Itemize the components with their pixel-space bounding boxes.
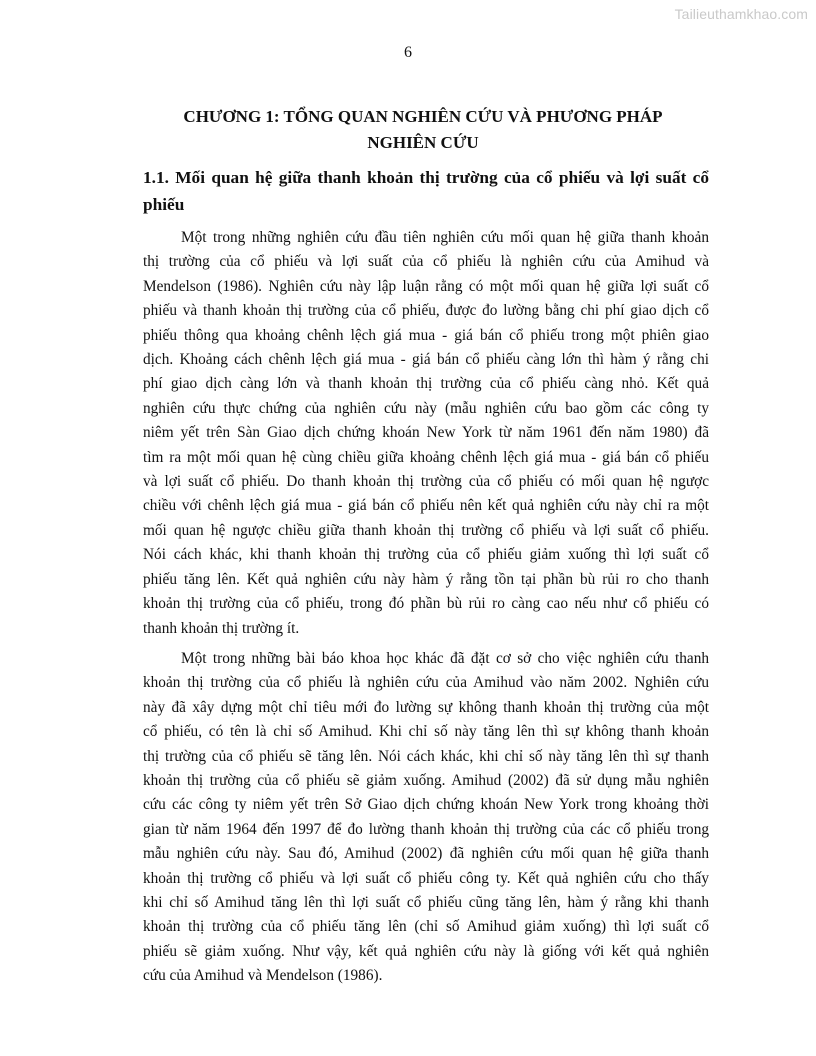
text-line: phiếu sẽ giảm xuống. Như vậy, kết quả nghiên cứu này là giống với kết quả nghiên	[143, 942, 709, 960]
text-line: khoản thị trường của cổ phiếu sẽ giảm xuống. Amihud (2002) đã sử dụng mẫu nghiên	[143, 772, 709, 790]
text-line: cứu của Amihud và Mendelson (1986).	[143, 967, 383, 985]
text-line: dịch. Khoảng cách chênh lệch giá mua - giá bán cổ phiếu càng lớn thì hàm ý rằng chi	[143, 351, 709, 369]
text-line: phí giao dịch càng lớn và thanh khoản thị trường của cổ phiếu càng nhỏ. Kết quả	[143, 375, 709, 393]
text-line: thị trường của cổ phiếu sẽ tăng lên. Nói cách khác, khi chỉ số này tăng lên thì sự thanh	[143, 747, 709, 765]
text-line: mẫu nghiên cứu này. Sau đó, Amihud (2002) đã nghiên cứu mối quan hệ giữa thanh	[143, 845, 709, 863]
text-line: và lợi suất cổ phiếu. Do thanh khoản thị trường của cổ phiếu có mối quan hệ ngược	[143, 473, 709, 491]
text-line: này đã xây dựng một chỉ tiêu mới đo lường sự không thanh khoản thị trường của một	[143, 698, 709, 716]
text-line: gian từ năm 1964 đến 1997 để đo lường thanh khoản thị trường của các cổ phiếu trong	[143, 820, 709, 838]
watermark: Tailieuthamkhao.com	[674, 6, 808, 22]
text-line: niêm yết trên Sàn Giao dịch chứng khoán New York từ năm 1961 đến năm 1980) đã	[143, 424, 709, 442]
text-line: khoản thị trường của cổ phiếu tăng lên (chỉ số Amihud giảm xuống) thì lợi suất cổ	[143, 918, 709, 936]
text-line: mối quan hệ ngược chiều giữa thanh khoản thị trường cổ phiếu và lợi suất cổ phiếu.	[143, 521, 709, 539]
text-line: Mendelson (1986). Nghiên cứu này lập luận rằng có một mối quan hệ giữa lợi suất cổ	[143, 277, 709, 295]
text-line: khoản thị trường của cổ phiếu, trong đó phần bù rủi ro càng cao nếu như cổ phiếu có	[143, 595, 709, 613]
paragraph-1	[143, 226, 709, 641]
text-line: phiếu tăng lên. Kết quả nghiên cứu này hàm ý rằng tồn tại phần bù rủi ro cho thanh	[143, 570, 709, 588]
page-number: 6	[404, 44, 412, 61]
text-line: khoản thị trường cổ phiếu và lợi suất cổ phiếu công ty. Kết quả nghiên cứu cho thấy	[143, 869, 709, 887]
text-line: phiếu và thanh khoản thị trường của cổ phiếu, được đo lường bằng chi phí giao dịch cổ	[143, 302, 709, 320]
chapter-title-line-1: CHƯƠNG 1: TỔNG QUAN NGHIÊN CỨU VÀ PHƯƠNG PHÁP	[183, 107, 663, 126]
section-heading	[143, 164, 709, 218]
text-line: thị trường của cổ phiếu và lợi suất của cổ phiếu là nghiên cứu của Amihud và	[143, 253, 709, 271]
text-line: nghiên cứu thực chứng của nghiên cứu này (mẫu nghiên cứu bao gồm các công ty	[143, 399, 709, 417]
text-line: cổ phiếu, có tên là chỉ số Amihud. Khi chỉ số này tăng lên thì sự không thanh khoản	[143, 723, 709, 741]
text-line: chiều với chênh lệch giá mua - giá bán cổ phiếu nên kết quả nghiên cứu này chỉ ra một	[143, 497, 709, 515]
text-line: phiếu thông qua khoảng chênh lệch giá mua - giá bán cổ phiếu trong một phiên giao	[143, 326, 709, 344]
chapter-title-line-2: NGHIÊN CỨU	[367, 133, 479, 152]
text-line: tìm ra một mối quan hệ cùng chiều giữa khoảng chênh lệch giá mua - giá bán cổ phiếu	[143, 448, 709, 466]
chapter-title	[120, 104, 726, 156]
text-line: Một trong những bài báo khoa học khác đã đặt cơ sở cho việc nghiên cứu thanh	[181, 650, 709, 667]
paragraph-2	[143, 647, 709, 989]
text-line: cứu các công ty niêm yết trên Sở Giao dịch chứng khoán New York trong khoảng thời	[143, 796, 709, 814]
text-line: khoản thị trường của cổ phiếu là nghiên cứu của Amihud vào năm 2002. Nghiên cứu	[143, 674, 709, 692]
text-line: Một trong những nghiên cứu đầu tiên nghiên cứu mối quan hệ giữa thanh khoản	[181, 229, 709, 246]
section-heading-line-1: 1.1. Mối quan hệ giữa thanh khoản thị trường của cổ phiếu và lợi suất cổ	[143, 168, 709, 187]
text-line: Nói cách khác, khi thanh khoản thị trường của cổ phiếu giảm xuống thì lợi suất cổ	[143, 546, 709, 564]
text-line: thanh khoản thị trường ít.	[143, 619, 300, 637]
text-line: khi chỉ số Amihud tăng lên thì lợi suất cổ phiếu cũng tăng lên, hàm ý rằng khi thanh	[143, 894, 709, 912]
section-heading-line-2: phiếu	[143, 195, 185, 214]
